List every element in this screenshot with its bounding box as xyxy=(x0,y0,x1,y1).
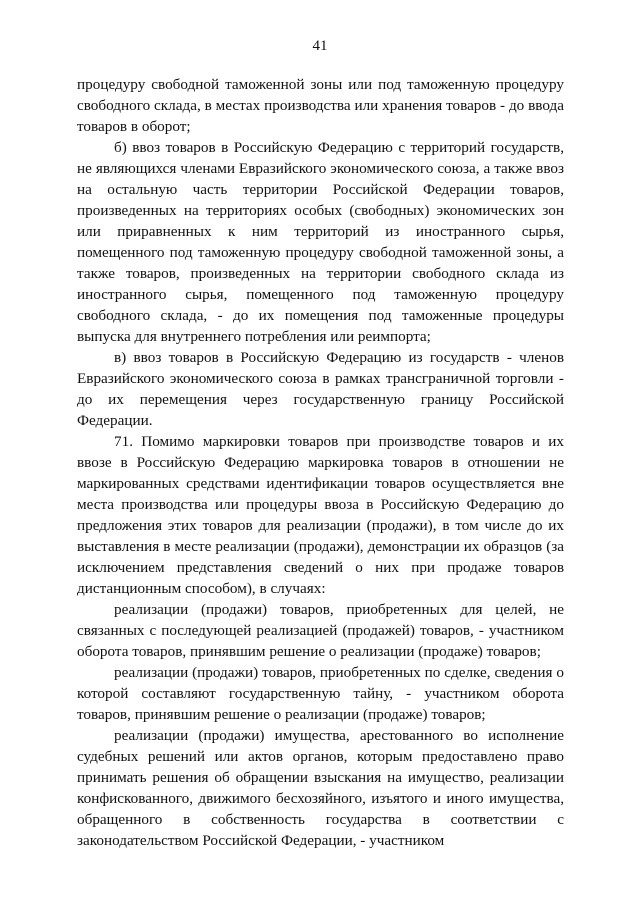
paragraph-case-2: реализации (продажи) товаров, приобретенных по сделке, сведения о которой составляют государственную тайну, - участником оборота товаров, принявшим решение о реализации (продаже) товаров; xyxy=(77,664,564,723)
document-body xyxy=(77,74,564,851)
paragraph-clause-71: 71. Помимо маркировки товаров при производстве товаров и их ввозе в Российскую Федерацию маркировка товаров в отношении не маркированных средствами идентификации товаров осуществляется вне места производства или процедуры ввоза в Российскую Федерацию до предложения этих товаров для реализации (продажи), в том числе до их выставления в месте реализации (продажи), демонстрации их образцов (за исключением представления сведений о них при продаже товаров дистанционным способом), в случаях: xyxy=(77,433,564,597)
paragraph-case-1: реализации (продажи) товаров, приобретенных для целей, не связанных с последующей реализацией (продажей) товаров, - участником оборота товаров, принявшим решение о реализации (продаже) товаров; xyxy=(77,601,564,660)
paragraph-case-3: реализации (продажи) имущества, арестованного во исполнение судебных решений или актов органов, которым предоставлено право принимать решения об обращении взыскания на имущество, реализации конфискованного, движимого бесхозяйного, изъятого и иного имущества, обращенного в собственность государства в соответствии с законодательством Российской Федерации, - участником xyxy=(77,727,564,849)
page-number: 41 xyxy=(312,38,328,54)
paragraph-continuation: процедуру свободной таможенной зоны или под таможенную процедуру свободного склада, в местах производства или хранения товаров - до ввода товаров в оборот; xyxy=(77,76,564,135)
paragraph-item-b: б) ввоз товаров в Российскую Федерацию с территорий государств, не являющихся членами Евразийского экономического союза, а также ввоз на остальную часть территории Российской Федерации товаров, произведенных на территориях особых (свободных) экономических зон или приравненных к ним территорий из иностранного сырья, помещенного под таможенную процедуру свободной таможенной зоны, а также товаров, произведенных на территории свободного склада из иностранного сырья, помещенного под таможенную процедуру свободного склада, - до их помещения под таможенные процедуры выпуска для внутреннего потребления или реимпорта; xyxy=(77,139,564,345)
paragraph-item-v: в) ввоз товаров в Российскую Федерацию из государств - членов Евразийского экономического союза в рамках трансграничной торговли - до их перемещения через государственную границу Российской Федерации. xyxy=(77,349,564,429)
